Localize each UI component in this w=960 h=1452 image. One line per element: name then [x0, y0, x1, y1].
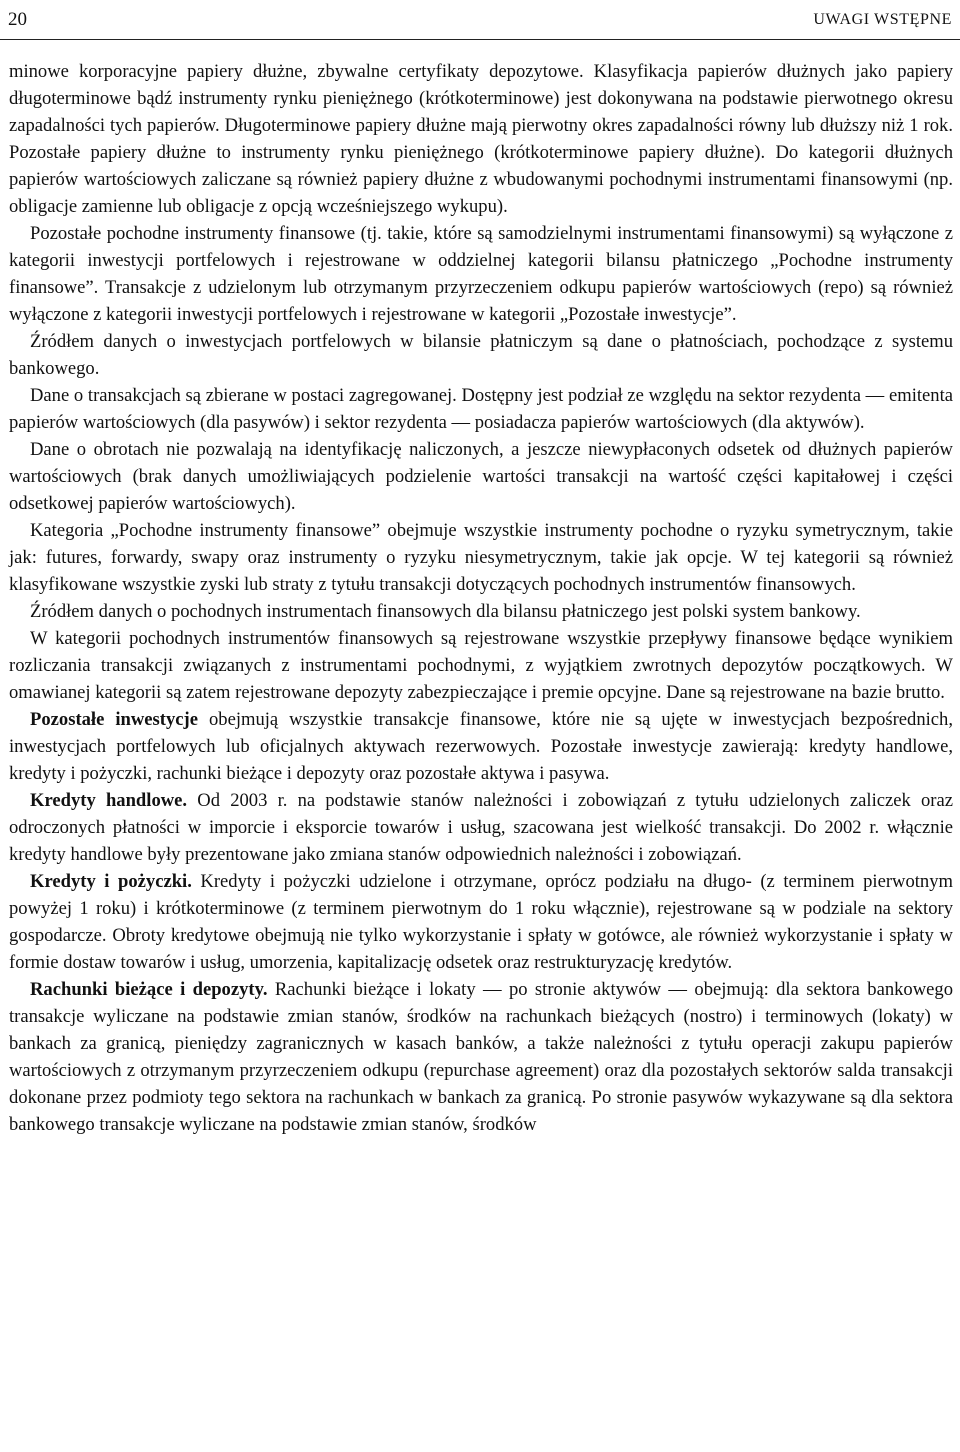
- paragraph: [9, 58, 953, 220]
- paragraph-text: Rachunki bieżące i lokaty — po stronie aktywów — obejmują: dla sektora bankowego transakcje wyliczane na podstawie zmian stanów, środków na rachunkach bieżących (nostro) i terminowych (lokaty) w bankach za granicą, pieniędzy zagranicznych w kasach banków, a także należności z tytułu operacji zakupu papierów wartościowych z otrzymanym przyrzeczeniem odkupu (repurchase agreement) oraz dla pozostałych sektorów salda transakcji dokonane przez podmioty tego sektora na rachunkach w bankach za granicą. Po stronie pasywów wykazywane są dla sektora bankowego transakcje wyliczane na podstawie zmian stanów, środków: [9, 979, 953, 1135]
- paragraph-text: Źródłem danych o inwestycjach portfelowych w bilansie płatniczym są dane o płatnościach, pochodzące z systemu bankowego.: [9, 331, 953, 379]
- paragraph-text: Kategoria „Pochodne instrumenty finansowe” obejmuje wszystkie instrumenty pochodne o ryzyku symetrycznym, takie jak: futures, forwardy, swapy oraz instrumenty o ryzyku niesymetrycznym, takie jak opcje. W tej kategorii są również klasyfikowane wszystkie zyski lub straty z tytułu transakcji dotyczących pochodnych instrumentów finansowych.: [9, 520, 953, 595]
- paragraph: [9, 328, 953, 382]
- paragraph-text: Dane o obrotach nie pozwalają na identyfikację naliczonych, a jeszcze niewypłaconych odsetek od dłużnych papierów wartościowych (brak danych umożliwiających podzielenie wartości transakcji na wartość części kapitałowej i części odsetkowej papierów wartościowych).: [9, 439, 953, 514]
- paragraph-text: Kredyty i pożyczki udzielone i otrzymane, oprócz podziału na długo- (z terminem pierwotnym powyżej 1 roku) i krótkoterminowe (z terminem pierwotnym do 1 roku włącznie), rejestrowane są w podziale na sektory gospodarcze. Obroty kredytowe obejmują nie tylko wykorzystanie i spłaty w gotówce, ale również wykorzystanie i spłaty w formie dostaw towarów i usług, umorzenia, kapitalizację odsetek oraz restrukturyzację kredytów.: [9, 871, 953, 973]
- paragraph: [9, 625, 953, 706]
- body-text: [9, 58, 953, 1138]
- paragraph-text: minowe korporacyjne papiery dłużne, zbywalne certyfikaty depozytowe. Klasyfikacja papierów dłużnych jako papiery długoterminowe bądź instrumenty rynku pieniężnego (krótkoterminowe) jest dokonywana na podstawie pierwotnego okresu zapadalności tych papierów. Długoterminowe papiery dłużne mają pierwotny okres zapadalności równy lub dłuższy niż 1 rok. Pozostałe papiery dłużne to instrumenty rynku pieniężnego (krótkoterminowe papiery dłużne). Do kategorii dłużnych papierów wartościowych zaliczane są również papiery dłużne z wbudowanymi pochodnymi instrumentami finansowymi (np. obligacje zamienne lub obligacje z opcją wcześniejszego wykupu).: [9, 61, 953, 217]
- paragraph: [9, 220, 953, 328]
- running-head: UWAGI WSTĘPNE: [813, 10, 952, 28]
- paragraph: [9, 436, 953, 517]
- paragraph: [9, 382, 953, 436]
- paragraph: [9, 598, 953, 625]
- paragraph: [9, 976, 953, 1138]
- paragraph-text: W kategorii pochodnych instrumentów finansowych są rejestrowane wszystkie przepływy finansowe będące wynikiem rozliczania transakcji związanych z instrumentami pochodnymi, z wyjątkiem zwrotnych depozytów początkowych. W omawianej kategorii są zatem rejestrowane depozyty zabezpieczające i premie opcyjne. Dane są rejestrowane na bazie brutto.: [9, 628, 953, 703]
- paragraph: [9, 787, 953, 868]
- page-number: 20: [8, 8, 27, 30]
- paragraph-lead-heading: Pozostałe inwestycje: [30, 709, 198, 730]
- paragraph-text: obejmują wszystkie transakcje finansowe, które nie są ujęte w inwestycjach bezpośrednich, inwestycjach portfelowych lub oficjalnych aktywach rezerwowych. Pozostałe inwestycje zawierają: kredyty handlowe, kredyty i pożyczki, rachunki bieżące i depozyty oraz pozostałe aktywa i pasywa.: [9, 709, 954, 784]
- paragraph-text: Od 2003 r. na podstawie stanów należności i zobowiązań z tytułu udzielonych zaliczek oraz odroczonych płatności w imporcie i eksporcie towarów i usług, szacowana jest wielkość transakcji. Do 2002 r. włącznie kredyty handlowe były prezentowane jako zmiana stanów odpowiednich należności i zobowiązań.: [9, 790, 953, 865]
- paragraph-text: Dane o transakcjach są zbierane w postaci zagregowanej. Dostępny jest podział ze względu na sektor rezydenta — emitenta papierów wartościowych (dla pasywów) i sektor rezydenta — posiadacza papierów wartościowych (dla aktywów).: [9, 385, 953, 433]
- paragraph-lead-heading: Kredyty handlowe.: [30, 790, 188, 811]
- paragraph: [9, 868, 953, 976]
- paragraph-text: Źródłem danych o pochodnych instrumentach finansowych dla bilansu płatniczego jest polski system bankowy.: [30, 601, 861, 622]
- paragraph-lead-heading: Rachunki bieżące i depozyty.: [30, 979, 268, 1000]
- paragraph-text: Pozostałe pochodne instrumenty finansowe (tj. takie, które są samodzielnymi instrumentami finansowymi) są wyłączone z kategorii inwestycji portfelowych i rejestrowane w oddzielnej kategorii bilansu płatniczego „Pochodne instrumenty finansowe”. Transakcje z udzielonym lub otrzymanym przyrzeczeniem odkupu papierów wartościowych (repo) są również wyłączone z kategorii inwestycji portfelowych i rejestrowane w kategorii „Pozostałe inwestycje”.: [9, 223, 953, 325]
- paragraph: [9, 517, 953, 598]
- paragraph-lead-heading: Kredyty i pożyczki.: [30, 871, 192, 892]
- paragraph: [9, 706, 953, 787]
- page-header: [0, 0, 960, 40]
